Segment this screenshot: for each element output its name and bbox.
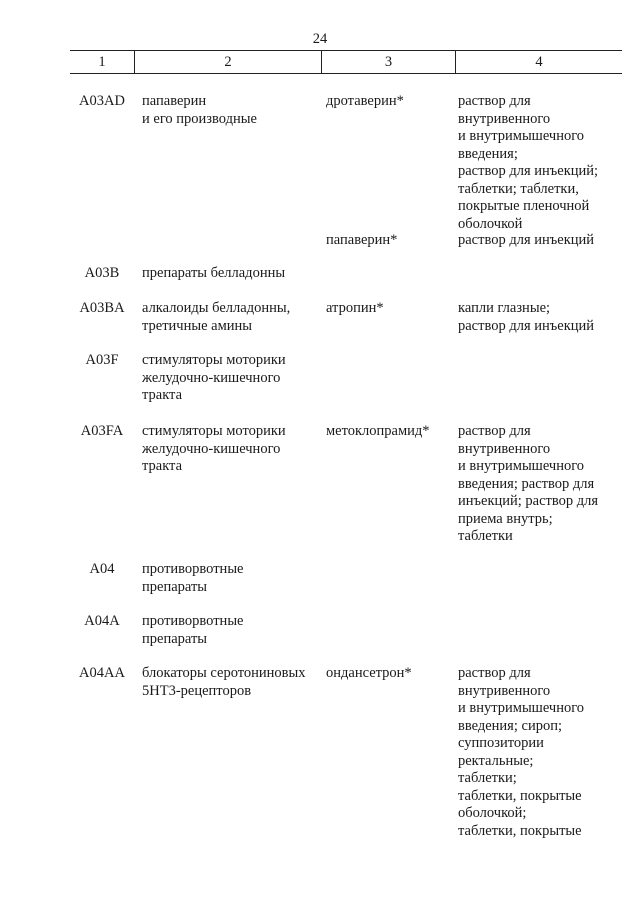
group-name: стимуляторы моторики желудочно-кишечного тракта — [142, 352, 286, 403]
dosage-forms: капли глазные; раствор для инъекций — [458, 300, 595, 334]
table-header — [70, 50, 622, 74]
group-name: алкалоиды белладонны, третичные амины — [142, 300, 291, 334]
header-col-1: 1 — [98, 54, 106, 70]
group-name: противорвотные препараты — [142, 561, 244, 595]
group-name: блокаторы серотониновых 5HT3-рецепторов — [142, 665, 306, 699]
atc-code: A03F — [85, 352, 119, 368]
group-name: стимуляторы моторики желудочно-кишечного тракта — [142, 423, 286, 474]
atc-code: A03FA — [80, 423, 124, 439]
group-name: противорвотные препараты — [142, 613, 244, 647]
atc-code: A03BA — [79, 300, 125, 316]
drug-name: атропин* — [326, 300, 384, 316]
drug-name: дротаверин* — [326, 93, 404, 109]
atc-code: A04A — [84, 613, 120, 629]
dosage-forms: раствор для инъекций — [458, 232, 595, 248]
page-number: 24 — [312, 31, 328, 47]
drug-name: ондансетрон* — [326, 665, 412, 681]
atc-code: A03B — [84, 265, 120, 281]
header-col-4: 4 — [535, 54, 543, 70]
drug-name: папаверин* — [326, 232, 398, 248]
dosage-forms: раствор для внутривенного и внутримышечного введения; раствор для инъекций; раствор для приема внутрь; таблетки — [458, 423, 599, 544]
atc-code: A04 — [89, 561, 115, 577]
atc-code: A03AD — [79, 93, 125, 109]
header-col-2: 2 — [224, 54, 232, 70]
header-col-3: 3 — [384, 54, 393, 70]
dosage-forms: раствор для внутривенного и внутримышечного введения; раствор для инъекций; таблетки; таблетки, покрытые пленочной оболочкой — [458, 93, 599, 232]
dosage-forms: раствор для внутривенного и внутримышечного введения; сироп; суппозитории ректальные; таблетки; таблетки, покрытые оболочкой; таблетки, покрытые — [458, 665, 585, 839]
group-name: препараты белладонны — [142, 265, 286, 281]
atc-code: A04AA — [79, 665, 125, 681]
drug-name: метоклопрамид* — [326, 423, 430, 439]
group-name: папаверин и его производные — [142, 93, 257, 127]
